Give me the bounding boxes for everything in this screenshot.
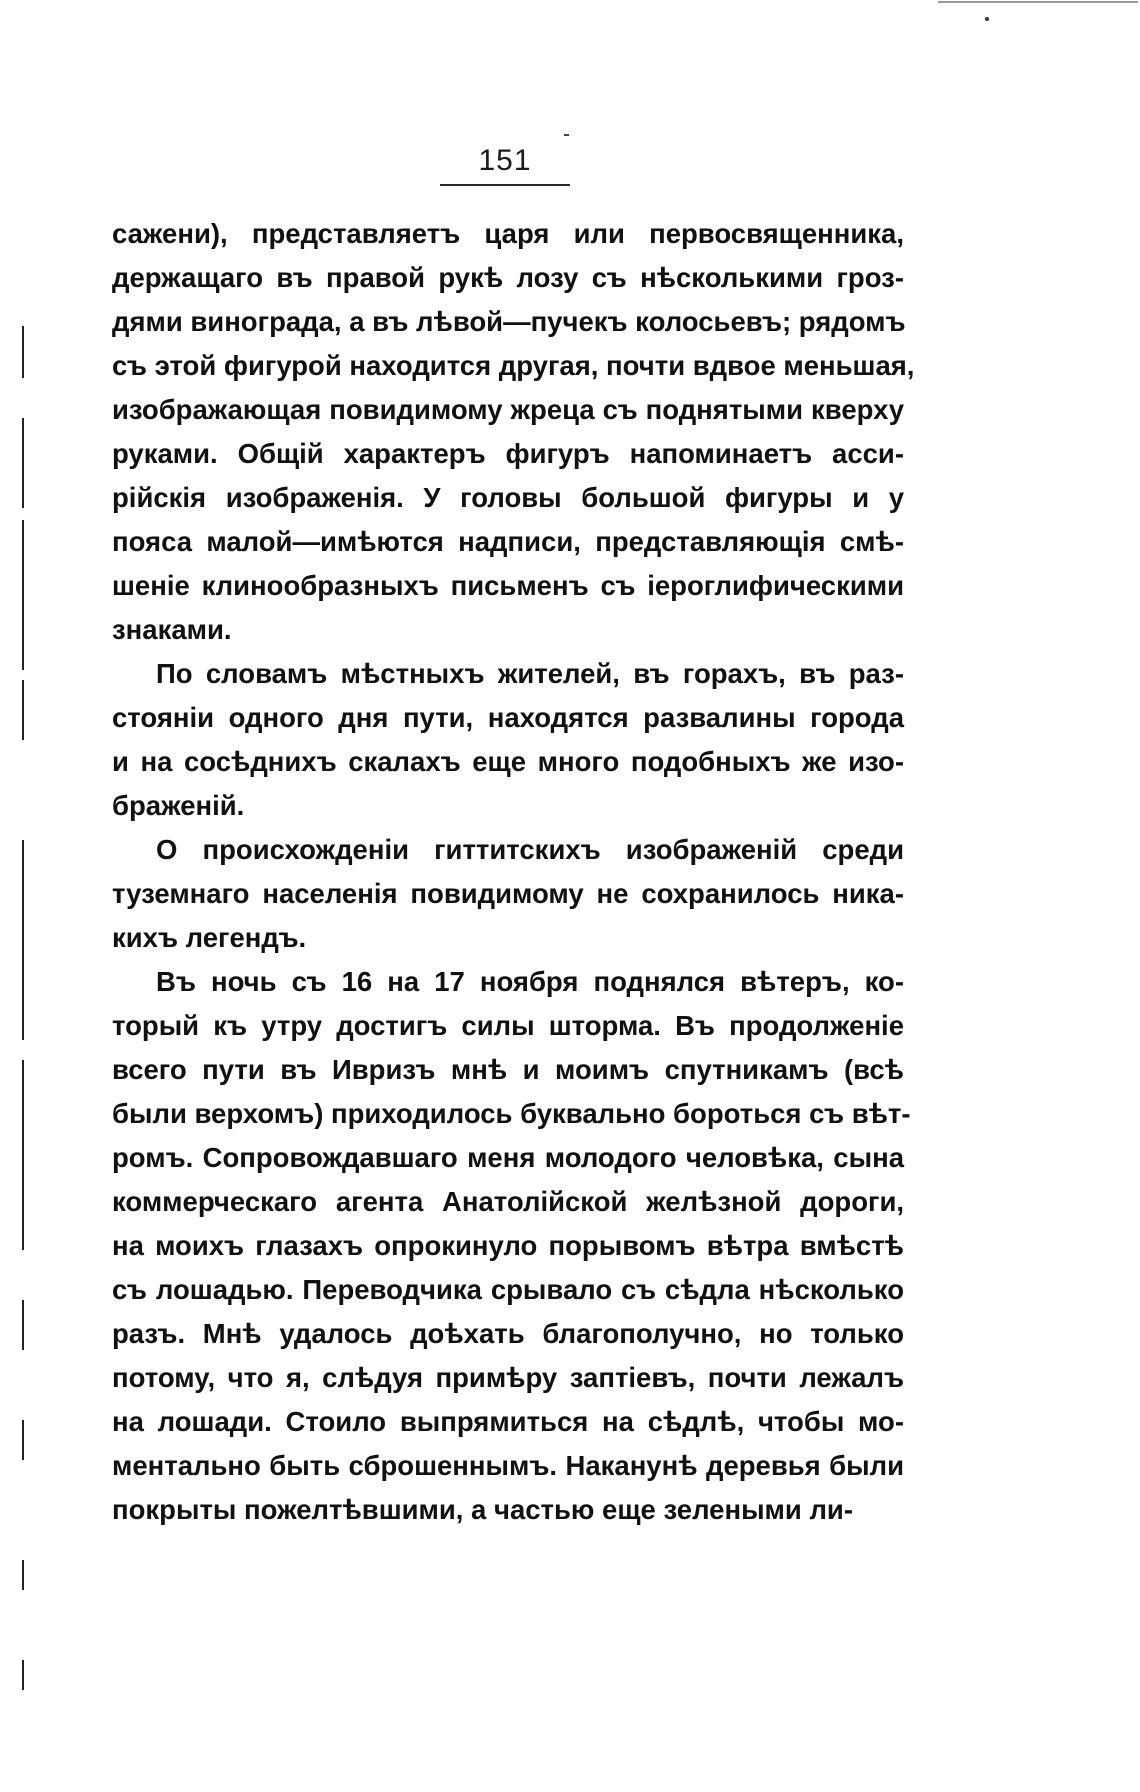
text-line: торый къ утру достигъ силы шторма. Въ продолженіе — [112, 1010, 904, 1041]
scan-binding-shadow — [22, 840, 24, 1040]
text-line: шеніе клинообразныхъ письменъ съ іероглифическими — [112, 570, 904, 601]
header-rule — [440, 184, 570, 186]
scan-binding-shadow — [22, 1660, 24, 1690]
text-line: съ лошадью. Переводчика срывало съ сѣдла нѣсколько — [112, 1274, 904, 1305]
paragraph — [112, 212, 915, 652]
text-line: стояніи одного дня пути, находятся развалины города — [112, 702, 904, 733]
paragraph — [112, 652, 904, 828]
scan-binding-shadow — [22, 520, 24, 670]
scan-edge-rule — [938, 1, 1138, 3]
text-line: всего пути въ Ивризъ мнѣ и моимъ спутникамъ (всѣ — [112, 1054, 904, 1085]
text-line: и на сосѣднихъ скалахъ еще много подобныхъ же изо- — [112, 746, 904, 777]
paragraph — [112, 960, 911, 1532]
text-line: пояса малой—имѣются надписи, представляющія смѣ- — [112, 526, 904, 557]
text-line: коммерческаго агента Анатолійской желѣзной дороги, — [112, 1186, 904, 1217]
text-line: ментально быть сброшеннымъ. Наканунѣ деревья были — [112, 1450, 904, 1481]
text-line: на лошади. Стоило выпрямиться на сѣдлѣ, чтобы мо- — [112, 1406, 904, 1437]
text-line: ромъ. Сопровождавшаго меня молодого человѣка, сына — [112, 1142, 904, 1173]
text-line: рійскія изображенія. У головы большой фигуры и у — [112, 482, 904, 513]
scan-binding-shadow — [22, 1300, 24, 1350]
scan-binding-shadow — [22, 680, 24, 740]
scan-dust-speck — [985, 17, 989, 21]
header-tick-mark — [564, 134, 569, 136]
text-line: Въ ночь съ 16 на 17 ноября поднялся вѣтеръ, ко- — [156, 966, 904, 997]
scan-binding-shadow — [22, 326, 24, 378]
text-line: туземнаго населенія повидимому не сохранилось ника- — [112, 878, 904, 909]
body-text — [112, 212, 915, 1532]
text-line: браженій. — [112, 790, 245, 821]
text-line: разъ. Мнѣ удалось доѣхать благополучно, но только — [112, 1318, 904, 1349]
text-line: руками. Общій характеръ фигуръ напоминаетъ асси- — [112, 438, 904, 469]
text-line: держащаго въ правой рукѣ лозу съ нѣсколькими гроз- — [112, 262, 904, 293]
page-number: 151 — [478, 144, 532, 177]
text-line: съ этой фигурой находится другая, почти вдвое меньшая, — [112, 350, 915, 381]
text-line: знаками. — [112, 614, 232, 645]
text-line: По словамъ мѣстныхъ жителей, въ горахъ, въ раз- — [156, 658, 904, 689]
scan-binding-shadow — [22, 1560, 24, 1590]
text-line: покрыты пожелтѣвшими, а частью еще зелеными ли- — [112, 1494, 853, 1525]
text-line: были верхомъ) приходилось буквально бороться съ вѣт- — [112, 1098, 911, 1129]
text-line: потому, что я, слѣдуя примѣру заптіевъ, почти лежалъ — [112, 1362, 904, 1393]
scan-binding-shadow — [22, 418, 24, 508]
text-line: кихъ легендъ. — [112, 922, 307, 953]
text-line: сажени), представляетъ царя или первосвященника, — [112, 218, 904, 249]
text-line: на моихъ глазахъ опрокинуло порывомъ вѣтра вмѣстѣ — [112, 1230, 904, 1261]
scan-binding-shadow — [22, 1420, 24, 1460]
text-line: изображающая повидимому жреца съ поднятыми кверху — [112, 394, 904, 425]
text-line: дями винограда, а въ лѣвой—пучекъ колосьевъ; рядомъ — [112, 306, 906, 337]
paragraph — [112, 828, 904, 960]
text-line: О происхожденіи гиттитскихъ изображеній среди — [156, 834, 904, 865]
scan-binding-shadow — [22, 1060, 24, 1250]
